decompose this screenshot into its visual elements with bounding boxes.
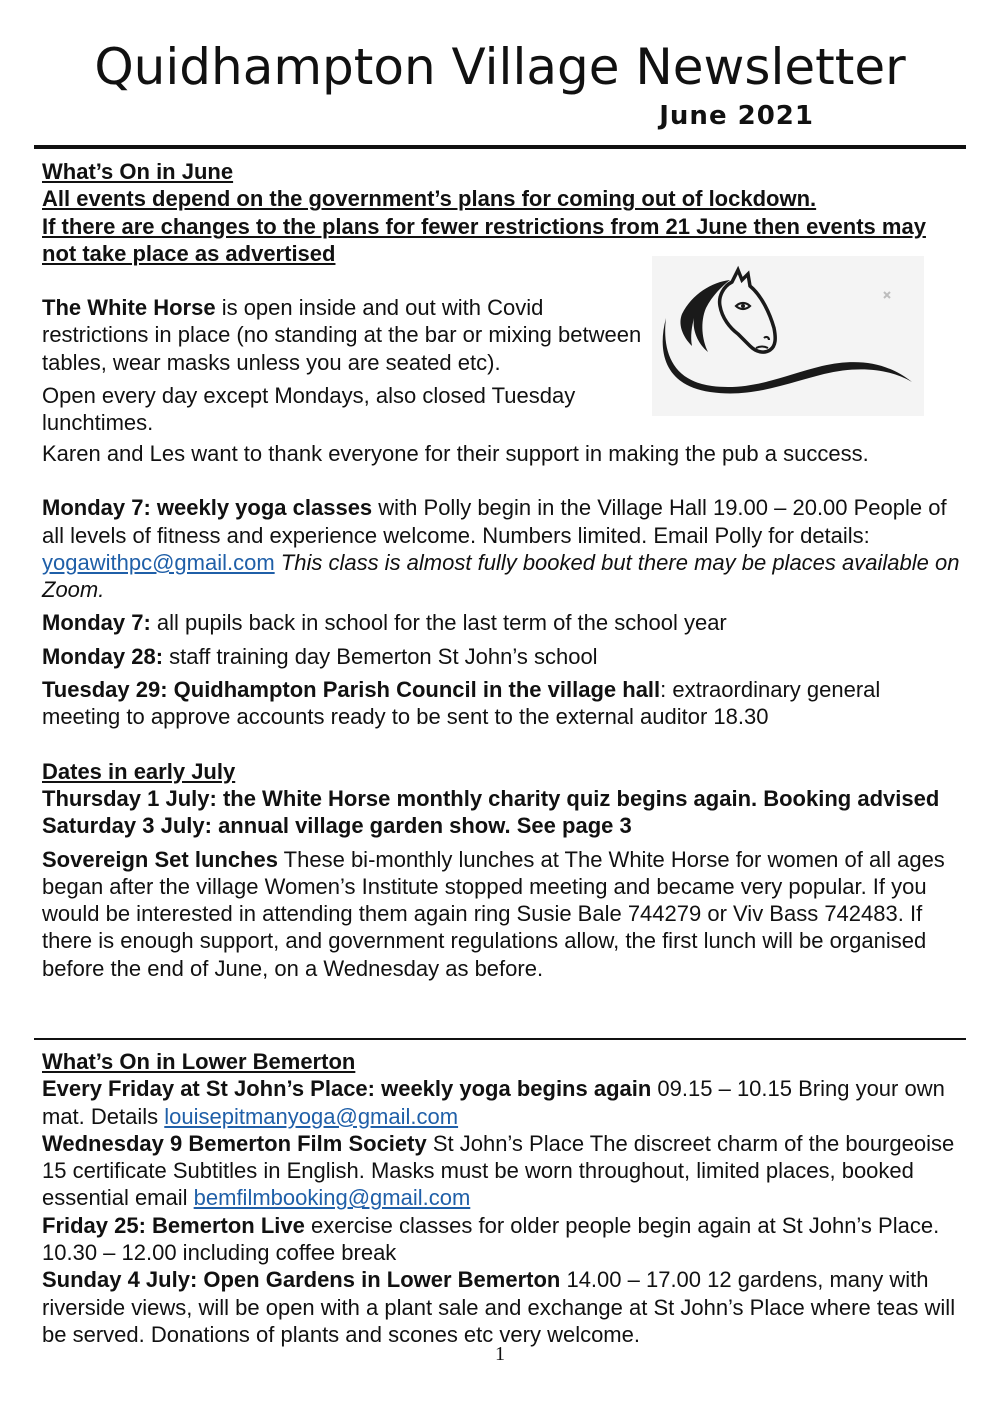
- horse-logo-image: [652, 256, 924, 416]
- horse-head-icon: [652, 256, 924, 416]
- quiz-event: [42, 785, 962, 812]
- page-number: 1: [495, 1343, 505, 1365]
- open-gardens-event: [42, 1266, 962, 1348]
- section-divider: [34, 1038, 966, 1040]
- pub-thanks: Karen and Les want to thank everyone for their support in making the pub a success.: [42, 441, 869, 466]
- garden-show-text: Saturday 3 July: annual village garden show. See page 3: [42, 813, 632, 839]
- council-date: Tuesday 29: Quidhampton Parish Council in the village hall: [42, 677, 661, 703]
- yoga-text: with Polly begin in the Village Hall 19.00 – 20.00 People of all levels of fitness and experience welcome. Numbers limited. Email Polly for details:: [42, 495, 947, 548]
- council-event: [42, 676, 962, 731]
- sovereign-lunches: [42, 846, 962, 982]
- header-divider: [34, 145, 966, 149]
- film-society-event: [42, 1130, 962, 1212]
- film-booking-email-link[interactable]: bemfilmbooking@gmail.com: [193, 1185, 471, 1211]
- june-events: [42, 440, 962, 982]
- live-text: exercise classes for older people begin again at St John’s Place. 10.30 – 12.00 including coffee break: [42, 1212, 940, 1266]
- gardens-text: 14.00 – 17.00 12 gardens, many with riverside views, will be open with a plant sale and exchange at St John’s Place where teas will be served. Donations of plants and scones etc very welcome.: [42, 1267, 956, 1347]
- live-title: Friday 25: Bemerton Live: [42, 1212, 305, 1238]
- training-date: Monday 28:: [42, 643, 164, 669]
- lower-bemerton-section: [42, 1048, 962, 1348]
- training-text: staff training day Bemerton St John’s school: [163, 643, 598, 669]
- school-text: all pupils back in school for the last term of the school year: [150, 610, 727, 636]
- july-heading: Dates in early July: [42, 758, 236, 784]
- school-date: Monday 7:: [42, 610, 151, 636]
- council-text: : extraordinary general meeting to approve accounts ready to be sent to the external auditor 18.30: [42, 677, 881, 730]
- training-event: [42, 643, 962, 670]
- sovereign-name: Sovereign Set lunches: [42, 846, 278, 872]
- june-heading: What’s On in June: [42, 159, 234, 184]
- white-horse-block: [42, 294, 642, 436]
- garden-show-event: [42, 812, 962, 839]
- white-horse-paragraph: [42, 294, 642, 376]
- louise-yoga-email-link[interactable]: louisepitmanyoga@gmail.com: [164, 1103, 459, 1129]
- bemerton-live-event: [42, 1212, 962, 1267]
- yoga-email-link[interactable]: yogawithpc@gmail.com: [42, 549, 275, 575]
- whats-on-june-section: [42, 158, 962, 267]
- gardens-title: Sunday 4 July: Open Gardens in Lower Bemerton: [42, 1267, 561, 1293]
- newsletter-title: Quidhampton Village Newsletter: [94, 38, 906, 96]
- bemerton-heading: What’s On in Lower Bemerton: [42, 1049, 356, 1074]
- friday-yoga-event: [42, 1075, 962, 1130]
- yoga-date: Monday 7: weekly yoga classes: [42, 495, 373, 521]
- white-horse-text: is open inside and out with Covid restrictions in place (no standing at the bar or mixing between tables, wear masks unless you are seated etc).: [42, 295, 642, 375]
- sovereign-text: These bi-monthly lunches at The White Horse for women of all ages began after the village Women’s Institute stopped meeting and became very popular. If you would be interested in attending them again ring Susie Bale 744279 or Viv Bass 742483. If there is enough support, and government regulations allow, the first lunch will be organised before the end of June, on a Wednesday as before.: [42, 846, 945, 981]
- friday-yoga-text: 09.15 – 10.15 Bring your own mat. Details: [42, 1076, 945, 1129]
- quiz-text: Thursday 1 July: the White Horse monthly charity quiz begins again. Booking advised: [42, 785, 940, 811]
- film-title: Wednesday 9 Bemerton Film Society: [42, 1130, 427, 1156]
- opening-times: Open every day except Mondays, also closed Tuesday lunchtimes.: [42, 382, 576, 436]
- film-text: St John’s Place The discreet charm of the bourgeoise 15 certificate Subtitles in English. Masks must be worn throughout, limited places, booked essential email: [42, 1130, 955, 1211]
- lockdown-notice-2: If there are changes to the plans for fewer restrictions from 21 June then events may not take place as advertised: [42, 213, 926, 266]
- school-event: [42, 609, 962, 636]
- lockdown-notice-1: All events depend on the government’s plans for coming out of lockdown.: [42, 186, 817, 212]
- friday-yoga-title: Every Friday at St John’s Place: weekly yoga begins again: [42, 1076, 652, 1102]
- yoga-event: [42, 494, 962, 603]
- yoga-note: This class is almost fully booked but there may be places available on Zoom.: [42, 549, 960, 603]
- issue-date: June 2021: [659, 101, 814, 131]
- white-horse-name: The White Horse: [42, 295, 216, 320]
